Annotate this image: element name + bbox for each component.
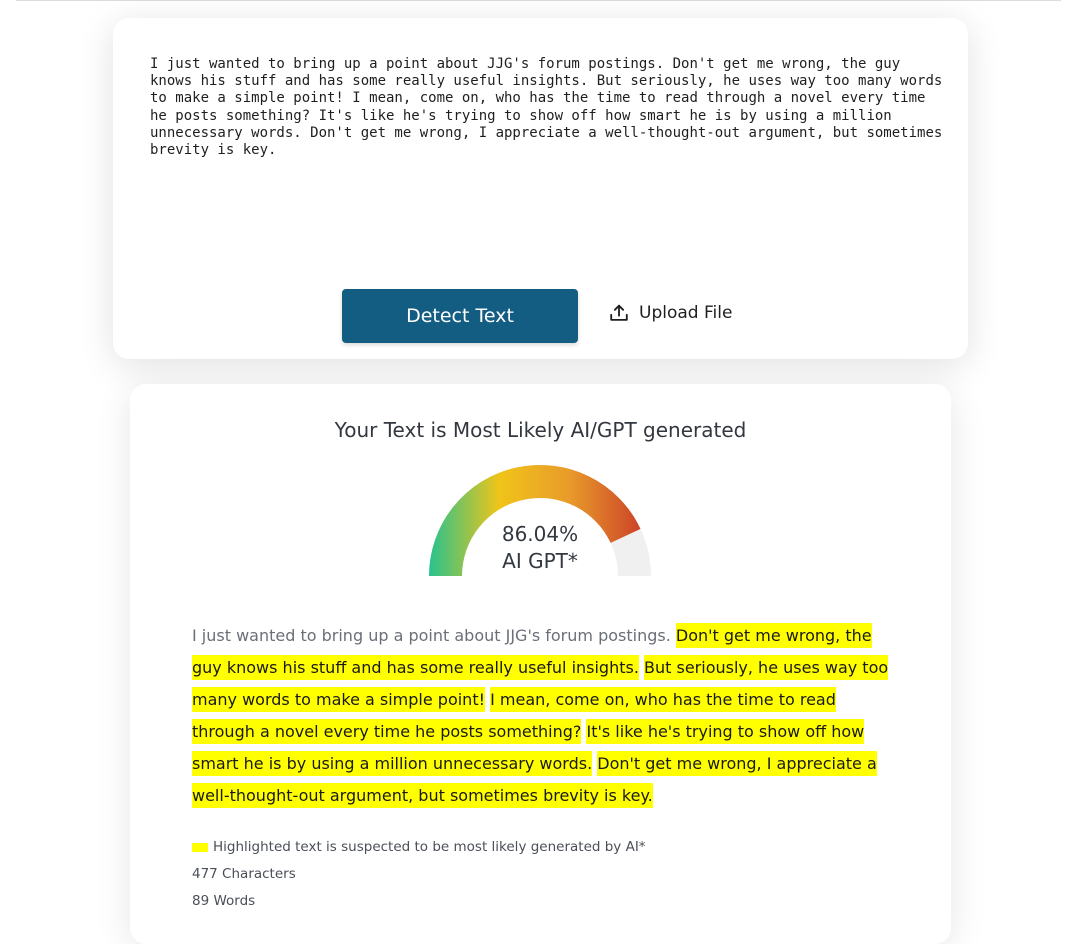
ai-highlighted-sentence: Don't get me wrong, I appreciate a well-thought-out argument, but sometimes brevity is key. xyxy=(192,751,877,808)
character-count: 477 Characters xyxy=(192,866,296,882)
ai-highlighted-sentence: But seriously, he uses way too many words to make a simple point! xyxy=(192,655,888,712)
gauge-percent: 86.04% xyxy=(501,522,579,546)
upload-file-button[interactable] xyxy=(608,298,732,328)
ai-score-gauge xyxy=(429,464,653,578)
input-card xyxy=(113,18,968,359)
word-count: 89 Words xyxy=(192,893,256,909)
text-input[interactable] xyxy=(150,56,950,276)
gauge-label: AI GPT* xyxy=(502,549,578,573)
result-card xyxy=(130,384,951,944)
ai-highlighted-sentence: It's like he's trying to show off how smart he is by using a million unnecessary words. xyxy=(192,719,864,776)
top-divider xyxy=(16,0,1061,1)
upload-icon xyxy=(608,302,630,324)
highlight-swatch xyxy=(192,843,208,852)
analyzed-text xyxy=(192,620,897,812)
legend-text: Highlighted text is suspected to be most likely generated by AI* xyxy=(213,839,646,855)
human-sentence: I just wanted to bring up a point about JJG's forum postings. xyxy=(192,626,671,645)
ai-highlighted-sentence: I mean, come on, who has the time to read through a novel every time he posts something? xyxy=(192,687,836,744)
result-title: Your Text is Most Likely AI/GPT generated xyxy=(334,418,747,442)
detect-text-button[interactable]: Detect Text xyxy=(342,289,578,343)
upload-file-label: Upload File xyxy=(639,303,733,323)
ai-highlighted-sentence: Don't get me wrong, the guy knows his stuff and has some really useful insights. xyxy=(192,623,872,680)
highlight-legend xyxy=(192,839,646,855)
